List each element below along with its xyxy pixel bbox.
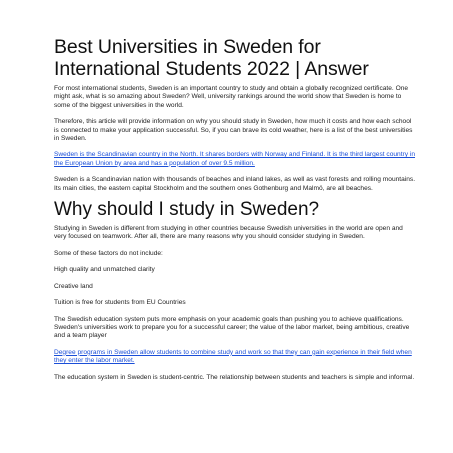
final-paragraph: The education system in Sweden is student-centric. The relationship between students and teachers is simple and informal. — [54, 373, 415, 381]
intro-paragraph-1: For most international students, Sweden is an important country to study and obtain a globally recognized certificate. One might ask, what is so amazing about Sweden? Well, university rankings around the world show that Sweden is home to some of the biggest universities in the world. — [54, 85, 409, 109]
sweden-overview-link[interactable]: Sweden is the Scandinavian country in the North. It shares borders with Norway and Finland. It is the third largest country in the European Union by area and has a population of over 9.5 million. — [54, 151, 416, 167]
factor-item-1: High quality and unmatched clarity — [54, 266, 155, 274]
page-title: Best Universities in Sweden for International Students 2022 | Answer — [54, 36, 369, 80]
geography-paragraph: Sweden is a Scandinavian nation with thousands of beaches and inland lakes, as well as vast forests and rolling mountains. Its main cities, the eastern capital Stockholm and the southern ones Gothenburg and Malmö, are all beaches. — [54, 176, 416, 192]
degree-link-paragraph — [54, 349, 416, 366]
education-system-paragraph: The Swedish education system puts more emphasis on your academic goals than pushing you to achieve qualifications. Sweden's universities work to prepare you for a successful career; the value of the labor market, being ambitious, creative and a team player — [54, 315, 410, 340]
section-paragraph-2: Some of these factors do not include: — [54, 249, 163, 257]
section-heading: Why should I study in Sweden? — [54, 199, 320, 221]
intro-paragraph-2: Therefore, this article will provide information on why you should study in Sweden, how much it costs and how each school is connected to make your application successful. So, if you can brave its cold weather, here is a list of the best universities in Sweden. — [54, 118, 413, 143]
degree-programs-link[interactable]: Degree programs in Sweden allow students to combine study and work so that they can gain experience in their field when they enter the labor market. — [54, 348, 412, 365]
section-paragraph-1: Studying in Sweden is different from studying in other countries because Swedish universities in the world are open and very focused on teamwork. After all, there are many reasons why you should consider studying in Sweden. — [54, 225, 403, 241]
document-page — [54, 36, 416, 382]
factor-item-2: Creative land — [54, 282, 93, 290]
factor-item-3: Tuition is free for students from EU Countries — [54, 299, 186, 307]
sweden-link-paragraph — [54, 151, 416, 168]
